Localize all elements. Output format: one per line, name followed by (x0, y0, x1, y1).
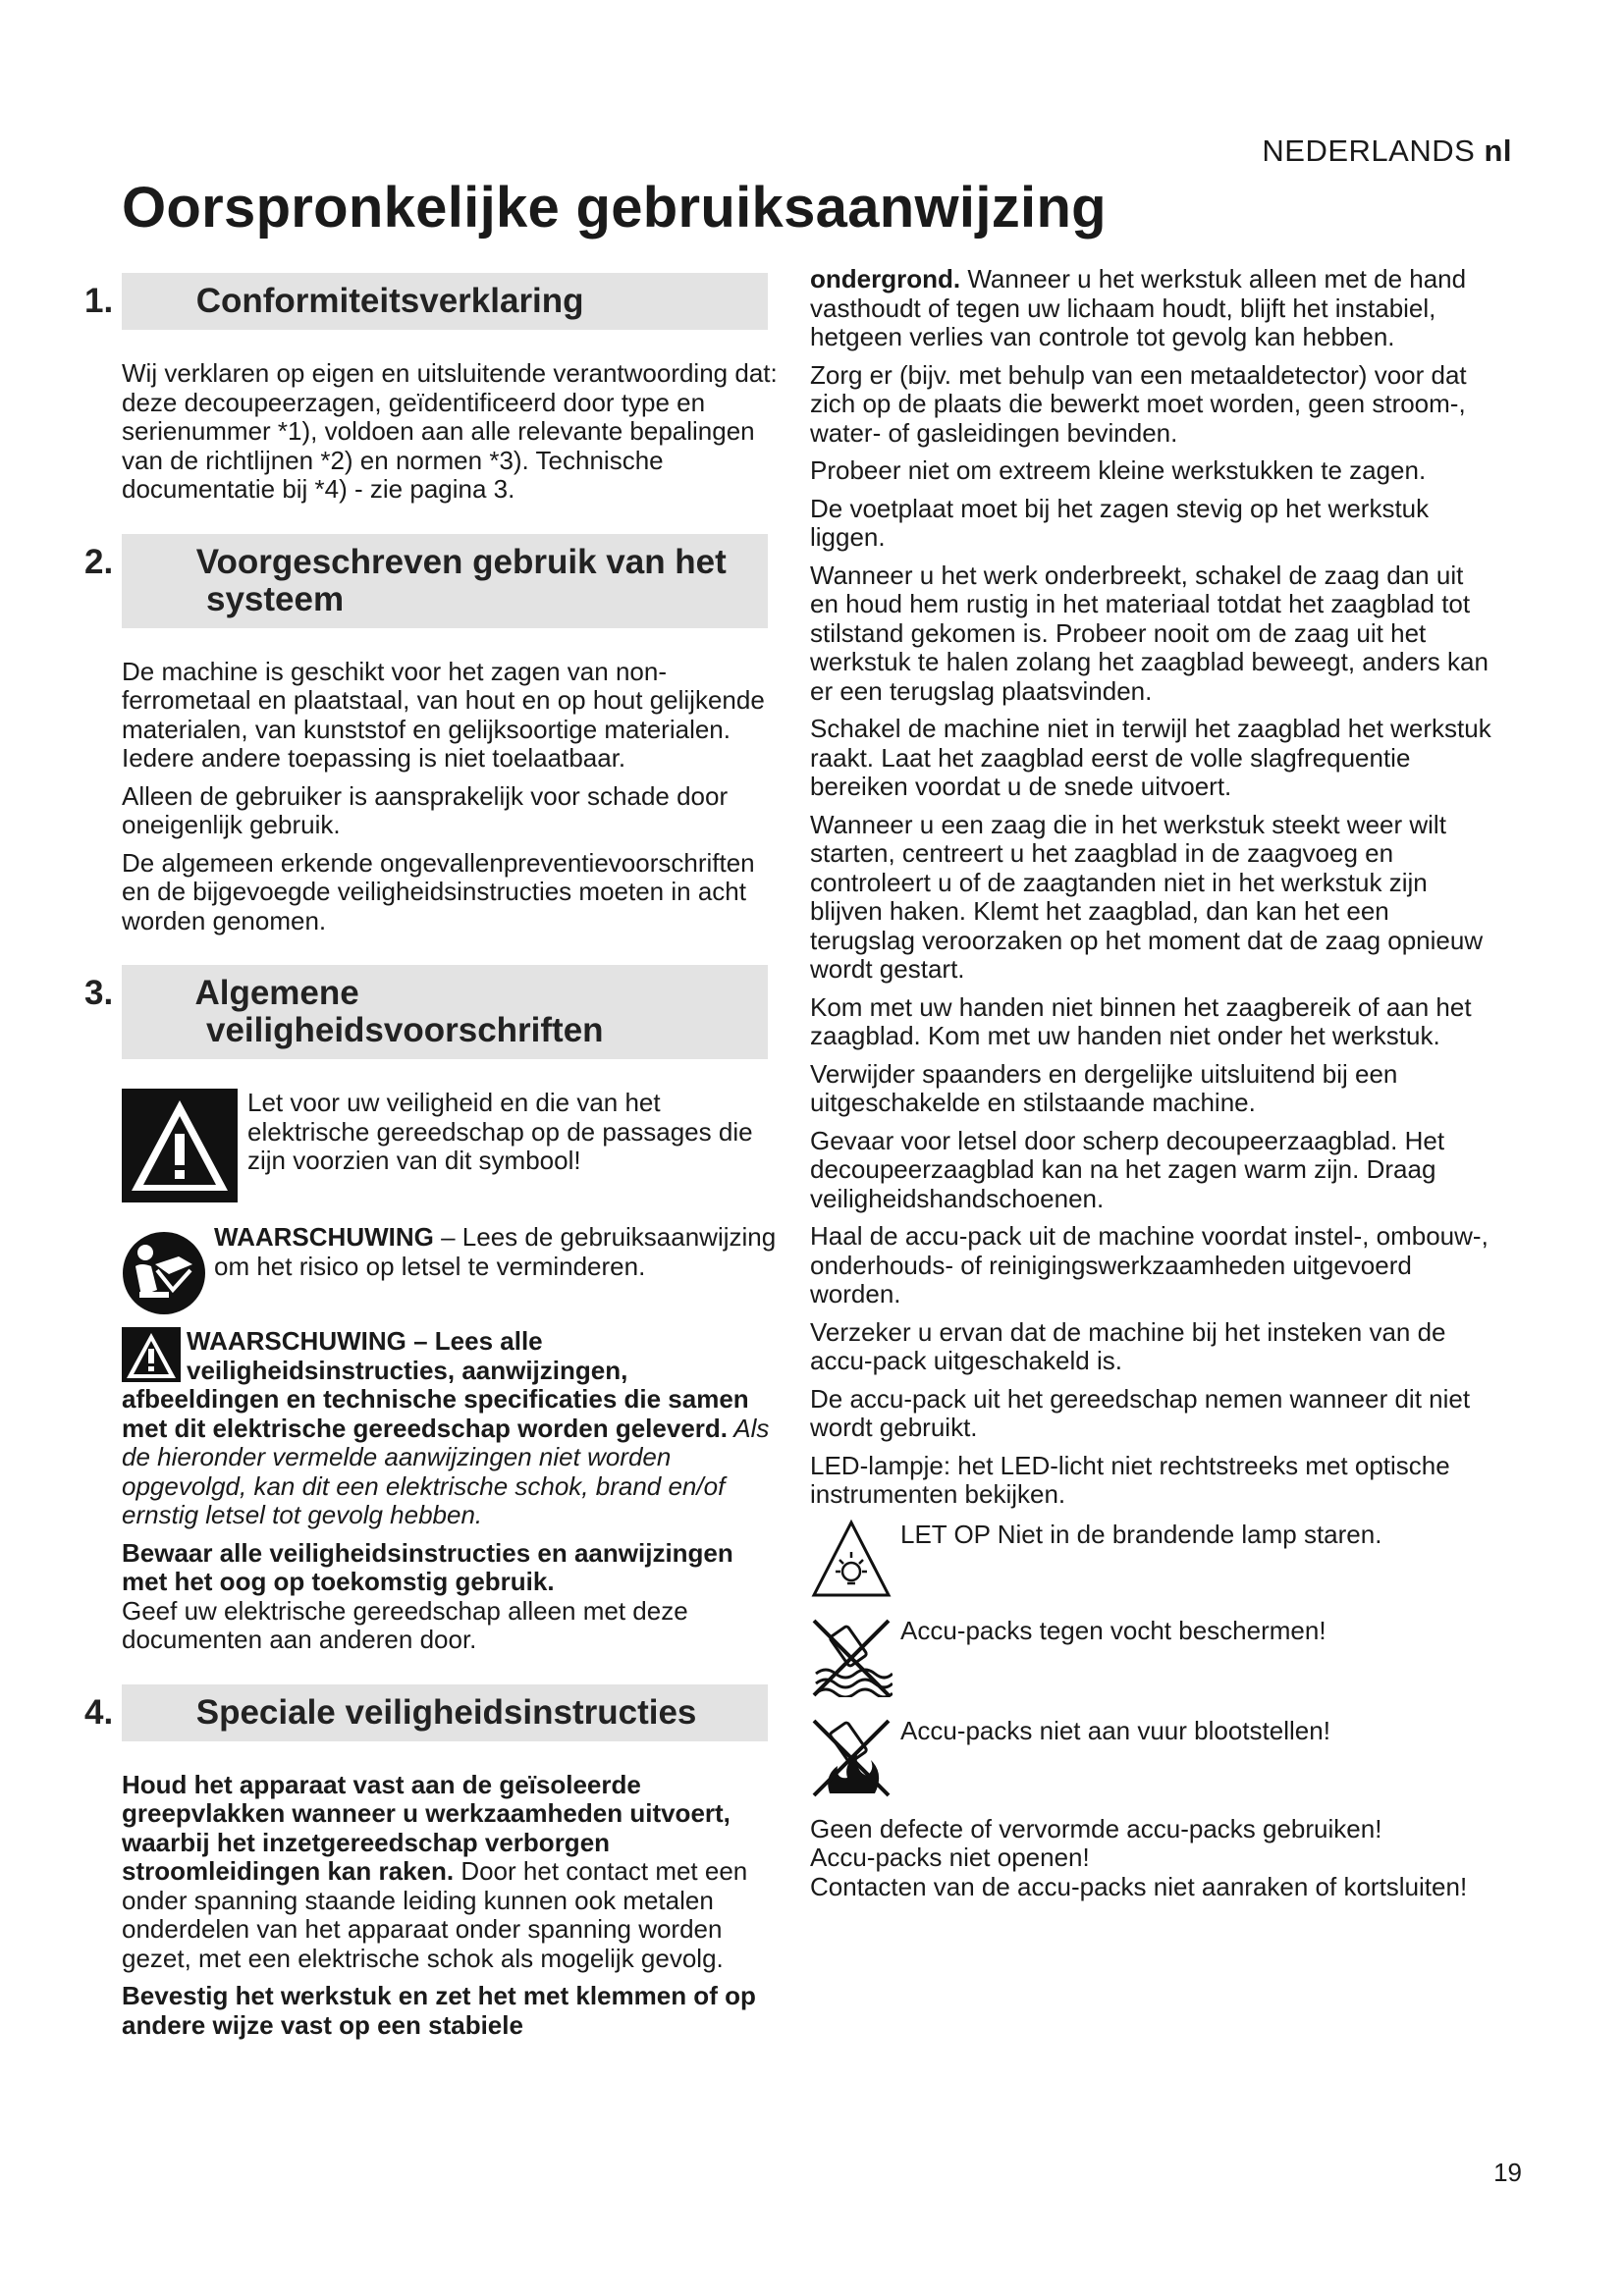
battery-final-notes: Geen defecte of vervormde accu-packs gebruiken! Accu-packs niet openen! Contacten van de accu-packs niet aanraken of kortsluiten! (810, 1813, 1468, 1901)
no-fire-icon (810, 1715, 893, 1797)
safety-para: Gevaar voor letsel door scherp decoupeerzaagblad. Het decoupeerzaagblad kan na het zagen warm zijn. Draag veiligheidshandschoenen. (810, 1125, 1445, 1213)
special-safety-p2: Bevestig het werkstuk en zet het met klemmen of op andere wijze vast op een stabiele (122, 1981, 756, 2040)
safety-para: LED-lampje: het LED-licht niet rechtstreeks met optische instrumenten bekijken. (810, 1450, 1450, 1509)
right-column (810, 265, 1497, 1910)
safety-para: Wanneer u een zaag die in het werkstuk steekt weer wilt starten, centreert u het zaagblad in de zaagvoeg en controleert u of de zaagtanden niet in het werkstuk zijn blijven haken. Klemt het zaagblad, dan kan het een terugslag veroorzaken op het moment dat de zaag opnieuw wordt gestart. (810, 809, 1484, 984)
led-lamp-warning-icon (810, 1519, 893, 1601)
intended-use-p1: De machine is geschikt voor het zagen van non-ferrometaal en plaatstaal, van hout en op hout gelijkende materialen, van kunststof en gelijksoortige materialen. Iedere andere toepassing is niet toelaatbaar. (122, 656, 765, 773)
read-manual-warning: WAARSCHUWING – Lees de gebruiksaanwijzing om het risico op letsel te verminderen. (122, 1223, 780, 1311)
led-warning: LET OP Niet in de brandende lamp staren. (810, 1519, 1497, 1601)
section-heading-2: 2. Voorgeschreven gebruik van het systeem (122, 534, 768, 628)
no-moisture-icon (810, 1615, 893, 1697)
warning-triangle-icon (122, 1089, 238, 1202)
safety-para: Verwijder spaanders en dergelijke uitsluitend bij een uitgeschakelde en stilstaande machine. (810, 1058, 1398, 1117)
special-safety-continued: ondergrond. Wanneer u het werkstuk alleen met de hand vasthoudt of tegen uw lichaam houdt, blijft het instabiel, hetgeen verlies van controle tot gevolg kan hebben. (810, 264, 1467, 351)
safety-para: Haal de accu-pack uit de machine voordat instel-, ombouw-, onderhouds- of reinigingswerkzaamheden uitgevoerd worden. (810, 1221, 1489, 1308)
section-heading-1: 1. Conformiteitsverklaring (122, 273, 768, 330)
section-heading-3: 3. Algemene veiligheidsvoorschriften (122, 965, 768, 1059)
read-all-warning: WAARSCHUWING – Lees alle veiligheidsinstructies, aanwijzingen, afbeeldingen en technische specificaties die samen met dit elektrische gereedschap worden geleverd. Als de hieronder vermelde aanwijzingen niet worden opgevolgd, kan dit een elektrische schok, brand en/of ernstig letsel tot gevolg hebben. (122, 1326, 770, 1529)
intended-use-p3: De algemeen erkende ongevallenpreventievoorschriften en de bijgevoegde veiligheidsinstructies moeten in acht worden genomen. (122, 847, 755, 935)
conformity-text: Wij verklaren op eigen en uitsluitende verantwoording dat: deze decoupeerzagen, geïdentificeerd door type en serienummer *1), voldoen aan alle relevante bepalingen van de richtlijnen *2) en normen *3). Technische documentatie bij *4) - zie pagina 3. (122, 358, 778, 504)
safety-para: Schakel de machine niet in terwijl het zaagblad het werkstuk raakt. Laat het zaagblad eerst de volle slagfrequentie bereiken voordat u de snede uitvoert. (810, 714, 1491, 801)
safety-para: Probeer niet om extreem kleine werkstukken te zagen. (810, 455, 1427, 485)
page-title: Oorspronkelijke gebruiksaanwijzing (122, 176, 1107, 240)
safety-para: De accu-pack uit het gereedschap nemen wanneer dit niet wordt gebruikt. (810, 1383, 1471, 1442)
keep-instructions: Bewaar alle veiligheidsinstructies en aanwijzingen met het oog op toekomstig gebruik. Geef uw elektrische gereedschap alleen met deze documenten aan anderen door. (122, 1537, 733, 1654)
language-header: NEDERLANDS nl (1262, 133, 1512, 168)
safety-para: Zorg er (bijv. met behulp van een metaaldetector) voor dat zich op de plaats die bewerkt moet worden, geen stroom-, water- of gasleidingen bevinden. (810, 359, 1467, 448)
fire-warning: Accu-packs niet aan vuur blootstellen! (810, 1715, 1497, 1801)
safety-para: Kom met uw handen niet binnen het zaagbereik of aan het zaagblad. Kom met uw handen niet onder het werkstuk. (810, 991, 1472, 1050)
special-safety-p1: Houd het apparaat vast aan de geïsoleerde greepvlakken wanneer u werkzaamheden uitvoert, waarbij het inzetgereedschap verborgen stroomleidingen kan raken. Door het contact met een onder spanning staande leiding kunnen ook metalen onderdelen van het apparaat onder spanning worden gezet, met een elektrische schok als mogelijk gevolg. (122, 1769, 748, 1973)
moisture-warning: Accu-packs tegen vocht beschermen! (810, 1615, 1497, 1701)
symbol-note: Let voor uw veiligheid en die van het elektrische gereedschap op de passages die zijn voorzien van dit symbool! (122, 1089, 780, 1201)
section-heading-4: 4. Speciale veiligheidsinstructies (122, 1684, 768, 1741)
page-number: 19 (1493, 2158, 1522, 2187)
intended-use-p2: Alleen de gebruiker is aansprakelijk voor schade door oneigenlijk gebruik. (122, 780, 729, 839)
safety-para: Wanneer u het werk onderbreekt, schakel de zaag dan uit en houd hem rustig in het materiaal totdat het zaagblad tot stilstand gekomen is. Probeer nooit om de zaag uit het werkstuk te halen zolang het zaagblad beweegt, anders kan er een terugslag plaatsvinden. (810, 560, 1489, 706)
left-column (84, 273, 780, 2049)
read-manual-icon (122, 1231, 206, 1315)
safety-para: Verzeker u ervan dat de machine bij het insteken van de accu-pack uitgeschakeld is. (810, 1316, 1446, 1375)
warning-triangle-small-icon (122, 1327, 181, 1382)
safety-para: De voetplaat moet bij het zagen stevig op het werkstuk liggen. (810, 493, 1430, 552)
